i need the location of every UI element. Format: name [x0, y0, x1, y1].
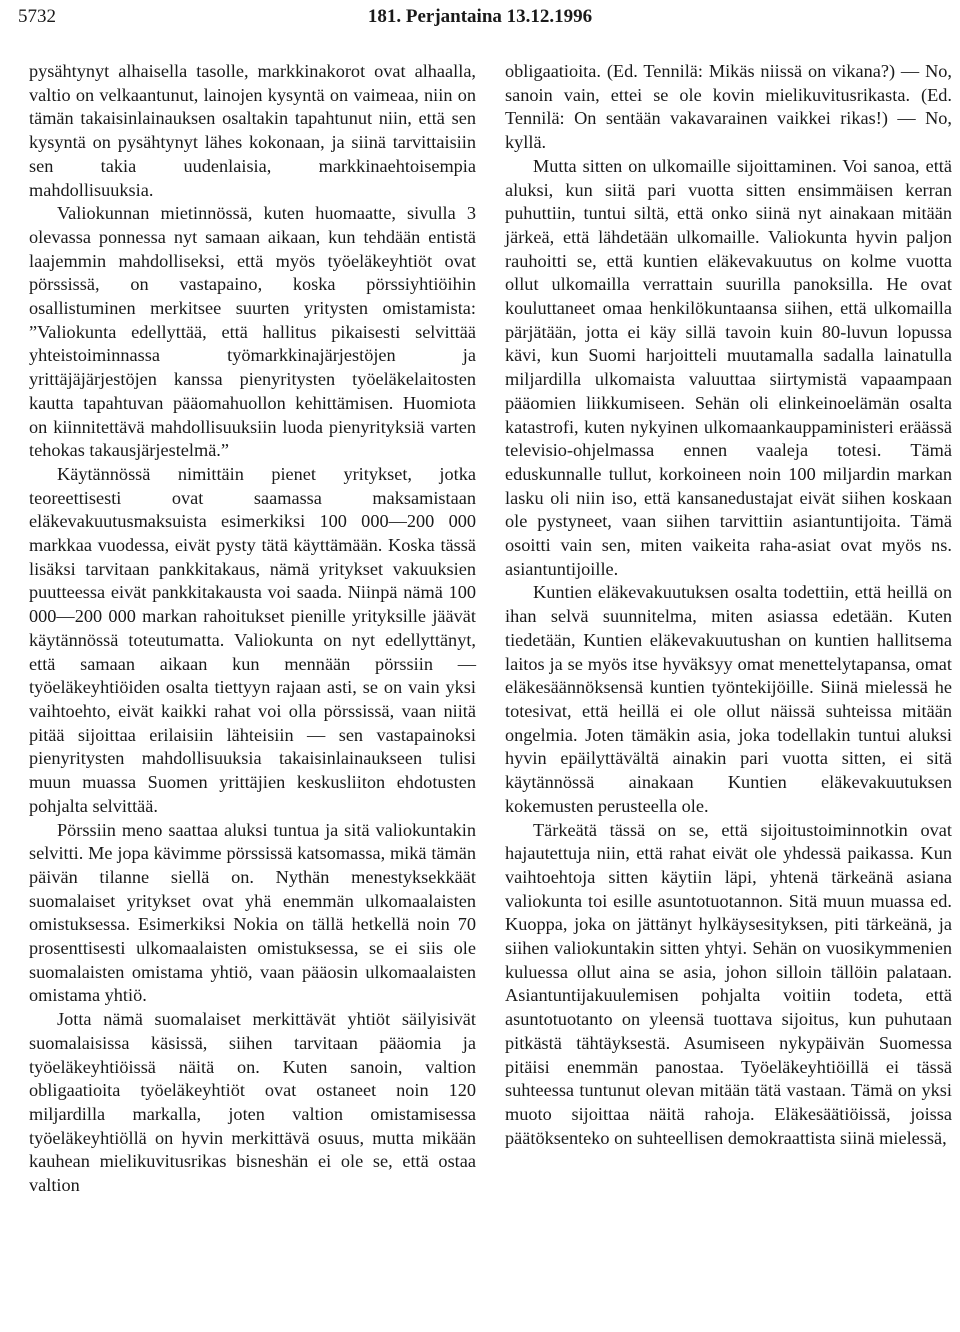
paragraph: Valiokunnan mietinnössä, kuten huomaatte, sivulla 3 olevassa ponnessa nyt samaan aikaan, kun tehdään entistä laajemmin mahdolliseksi, että myös työeläkeyhtiöt ovat pörssissä, on vastapaino, koska pörssiyhtiöihin osallistuminen merkitsee suurten yritysten omistamista: ”Valiokunta edellyttää, että hallitus pikaisesti selvittää yhteistoiminnassa työmarkkinajärjestöjen ja yrittäjäjärjestöjen kanssa pienyritysten työeläkelaitosten kautta tapahtuvan pääomahuollon kehittämisen. Huomiota on kiinnitettävä mahdollisuuksiin luoda pienyrityksiä varten tehokas takausjärjestelmä.” — [29, 203, 476, 461]
paragraph: Mutta sitten on ulkomaille sijoittaminen. Voi sanoa, että aluksi, kun siitä pari vuotta sitten ensimmäisen kerran puhuttiin, tuntui siltä, että onko siinä nyt ainakaan mitään järkeä, että lähdetään ulkomaille. Valiokunta hyvin paljon rauhoitti se, että kuntien eläkevakuutus on kolme vuotta ollut ulkomailla verrattain suurilla panoksilla. He ovat kouluttaneet omaa henkilökuntaansa siihen, että ulkomailla pärjätään, jotta ei käy sillä tavoin kuin 80-luvun lopussa kävi, kun Suomi harjoitteli muutamalla sadalla lainatulla miljardilla ulkomaista valuuttaa siirtymistä vapaampaan pääomien liikkumiseen. Sehän oli elinkeinoelämän osalta katastrofi, kuten nykyinen ulkomaankauppaministeri eräässä televisio-ohjelmassa ennen vaaleja totesi. Tämä eduskunnalle tullut, korkoineen noin 100 miljardin markan lasku oli niin iso, että kansanedustajat eivät siihen koskaan ole pystyneet, vaan siihen tarvittiin asiantuntijoita. Tämä osoitti vain sen, miten vaikeita raha-asiat ovat myös ns. asiantuntijoille. — [505, 155, 952, 579]
page-number: 5732 — [18, 6, 56, 27]
paragraph: Pörssiin meno saattaa aluksi tuntua ja sitä valiokuntakin selvitti. Me jopa kävimme pörssissä katsomassa, mikä tämän päivän tilanne siellä on. Nythän menestyksekkäät suomalaiset yritykset ovat yhä enemmän ulkomaalaisten omistuksessa. Esimerkiksi Nokia on tällä hetkellä noin 70 prosenttisesti ulkomaalaisten omistuksessa, se ei siis ole suomalaisten omistama yhtiö, vaan pääosin ulkomaalaisten omistama yhtiö. — [29, 819, 476, 1006]
paragraph: Jotta nämä suomalaiset merkittävät yhtiöt säilyisivät suomalaisissa käsissä, siihen tarvitaan pääomia ja työeläkeyhtiöissä näitä on. Kuten sanoin, valtion obligaatioita työeläkeyhtiöt ovat ostaneet noin 120 miljardilla markalla, joten valtion omistamisessa työeläkeyhtiöllä on hyvin merkittävä osuus, mutta mikään kauhean mielikuvitusrikas bisneshän ei ole se, että ostaa valtion — [29, 1009, 476, 1196]
issue-date: 181. Perjantaina 13.12.1996 — [367, 6, 593, 27]
page-header — [18, 6, 942, 34]
paragraph: Tärkeätä tässä on se, että sijoitustoiminnotkin ovat hajautettuja niin, että rahat eivät ole yhdessä paikassa. Kun vaihtoehtoja sitten käytiin läpi, yhtenä tärkeänä asiana valiokunta toi esille asuntotuotannon. Sitä muun muassa ed. Kuoppa, joka on jättänyt hylkäysesityksen, piti tärkeänä, ja siihen valiokuntakin sitten yhtyi. Sehän on vuosikymmenien kuluessa ollut aina se asia, johon silloin tällöin palataan. Asiantuntijakuulemisen pohjalta voitiin todeta, että asuntotuotanto on yleensä tuottava sijoitus, kun puhutaan pitkästä tähtäyksestä. Asumiseen nykypäivän Suomessa pitäisi enemmän panostaa. Työeläkeyhtiöillä ei tässä suhteessa tuntunut olevan mitään tätä vastaan. Tämä on yksi muoto sijoittaa näitä rahoja. Eläkesäätiöissä, joissa päätöksenteko on suhteellisen demokraattista siinä mielessä, — [505, 819, 952, 1148]
paragraph: pysähtynyt alhaisella tasolle, markkinakorot ovat alhaalla, valtio on velkaantunut, lainojen kysyntä on vaimeaa, niin on tämän takaisinlainauksen osaltakin tapahtunut niin, että sen kysyntä on pysähtynyt lähes kokonaan, ja siinä tarvittaisiin sen takia uudenlaisia, markkinaehtoisempia mahdollisuuksia. — [29, 61, 476, 200]
left-column — [29, 60, 476, 1198]
right-column — [505, 60, 952, 1150]
paragraph: Käytännössä nimittäin pienet yritykset, jotka teoreettisesti ovat saamassa maksamistaan eläkevakuutusmaksuista esimerkiksi 100 000—200 000 markkaa vuodessa, eivät pysty tätä käyttämään. Koska tässä lisäksi tarvitaan pankkitakaus, nämä yritykset vakuuksien puutteessa eivät pankkitakausta voi saada. Niinpä nämä 100 000—200 000 markan rahoitukset pienille yrityksille jäävät käytännössä toteutumatta. Valiokunta on nyt edellyttänyt, että samaan aikaan kun mennään pörssiin — työeläkeyhtiöiden osalta tiettyyn rajaan asti, se on vain yksi vaihtoehto, eivät kaikki rahat voi olla pörssissä, vaan niitä pitää sijoittaa erilaisiin lähteisiin — sen vastapainoksi pienyritysten mahdollisuuksia takaisinlainaukseen tulisi muun muassa Suomen yrittäjien keskusliiton ehdotusten pohjalta selvittää. — [29, 463, 476, 816]
paragraph: obligaatioita. (Ed. Tennilä: Mikäs niissä on vikana?) — No, sanoin vain, ettei se ole kovin mielikuvitusrikasta. (Ed. Tennilä: On sentään vakavarainen vaikkei rikas!) — No, kyllä. — [505, 61, 952, 153]
paragraph: Kuntien eläkevakuutuksen osalta todettiin, että heillä on ihan selvä suunnitelma, miten asiassa edetään. Kuten tiedetään, Kuntien eläkevakuutushan on kuntien hallitsema laitos ja se myös itse hyväksyy omat menettelytapansa, omat eläkesäännöksensä kuntien työntekijöille. Siinä mielessä he totesivat, että heillä ei ole ollut näissä suhteissa mitään ongelmia. Joten tämäkin asia, joka todellakin tuntui aluksi hyvin epäilyttävältä ainakin pari vuotta sitten, ei sitä käytännössä ainakaan Kuntien eläkevakuutuksen kokemusten perusteella ole. — [505, 582, 952, 816]
